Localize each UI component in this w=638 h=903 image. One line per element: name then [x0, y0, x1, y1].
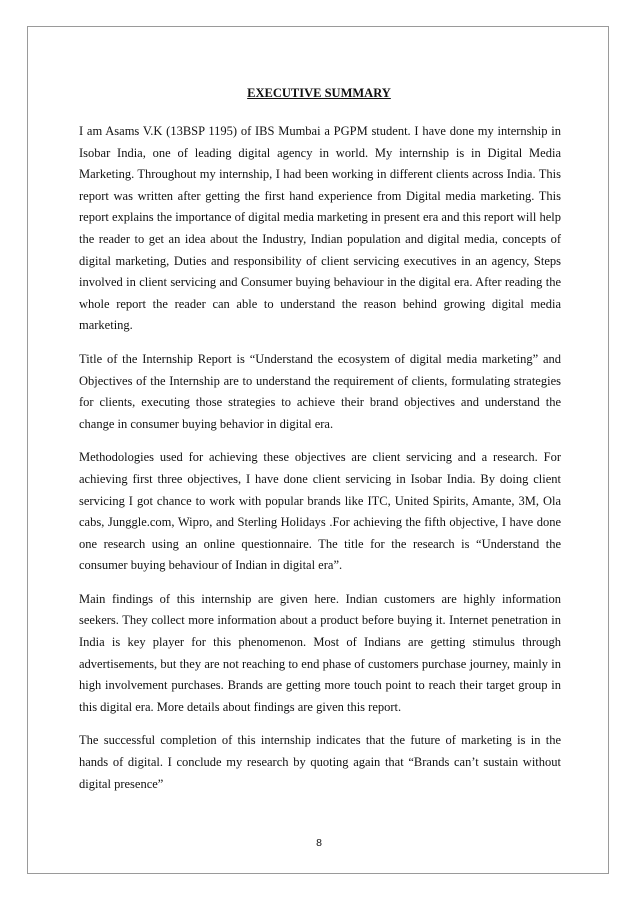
paragraph-methodologies: Methodologies used for achieving these objectives are client servicing and a research. For achieving first three objectives, I have done client servicing in Isobar India. By doing client servicing I got chance to work with popular brands like ITC, United Spirits, Amante, 3M, Ola cabs, Junggle.com, Wipro, and Sterling Holidays .For achieving the fifth objective, I have done one research using an online questionnaire. The title for the research is “Understand the consumer buying behaviour of Indian in digital era”.	[79, 450, 561, 573]
paragraph-intro: I am Asams V.K (13BSP 1195) of IBS Mumbai a PGPM student. I have done my internship in Isobar India, one of leading digital agency in world. My internship is in Digital Media Marketing. Throughout my internship, I had been working in different clients across India. This report was written after getting the first hand experience from Digital media marketing. This report explains the importance of digital media marketing in present era and this report will help the reader to get an idea about the Industry, Indian population and digital media, concepts of digital marketing, Duties and responsibility of client servicing executives in an agency, Steps involved in client servicing and Consumer buying behaviour in the digital era. After reading the whole report the reader can able to understand the reason behind growing digital media marketing.	[79, 124, 561, 333]
document-body	[79, 121, 561, 807]
page-number: 8	[316, 837, 322, 849]
page-title: EXECUTIVE SUMMARY	[247, 86, 391, 100]
paragraph-findings: Main findings of this internship are given here. Indian customers are highly information seekers. They collect more information about a product before buying it. Internet penetration in India is key player for this phenomenon. Most of Indians are getting stimulus through advertisements, but they are not reaching to end phase of customers purchase journey, mainly in high involvement purchases. Brands are getting more touch point to reach their target group in this digital era. More details about findings are given this report.	[79, 591, 561, 714]
paragraph-title-objectives: Title of the Internship Report is “Understand the ecosystem of digital media marketing” and Objectives of the Internship are to understand the requirement of clients, formulating strategies for clients, executing those strategies to achieve their brand objectives and understand the change in consumer buying behavior in digital era.	[79, 351, 561, 431]
paragraph-conclusion: The successful completion of this internship indicates that the future of marketing is in the hands of digital. I conclude my research by quoting again that “Brands can’t sustain without digital presence”	[79, 733, 561, 791]
